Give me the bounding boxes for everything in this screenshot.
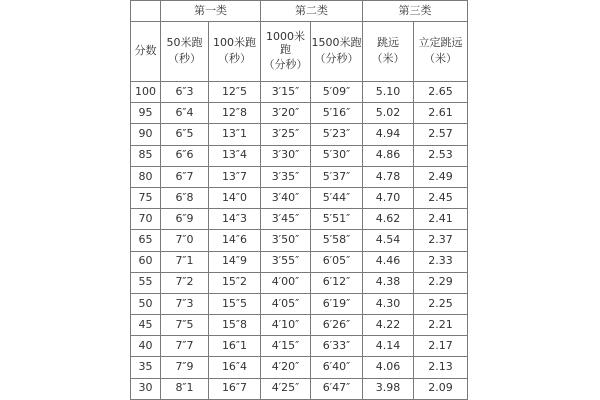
table-row (131, 82, 468, 103)
table-row (131, 357, 468, 378)
standing-jump-cell: 2.17 (414, 336, 468, 357)
standing-jump-cell: 2.25 (414, 293, 468, 314)
m1500-cell: 5′09″ (311, 82, 363, 103)
m100-cell: 13″4 (209, 145, 261, 166)
m100-cell: 13″1 (209, 124, 261, 145)
m100-cell: 15″8 (209, 315, 261, 336)
m100-cell: 14″6 (209, 230, 261, 251)
m50-cell: 8″1 (161, 378, 209, 399)
m50-cell: 7″1 (161, 251, 209, 272)
long-jump-cell: 4.62 (363, 209, 414, 230)
score-cell: 85 (131, 145, 161, 166)
column-header-50m (161, 22, 209, 82)
long-jump-cell: 4.78 (363, 166, 414, 187)
score-cell: 70 (131, 209, 161, 230)
long-jump-cell: 4.22 (363, 315, 414, 336)
m100-cell: 16″4 (209, 357, 261, 378)
m50-cell: 6″3 (161, 82, 209, 103)
m50-cell: 6″7 (161, 166, 209, 187)
long-jump-cell: 5.10 (363, 82, 414, 103)
column-header-unit: （秒） (168, 52, 201, 65)
standing-jump-cell: 2.45 (414, 187, 468, 208)
m50-cell: 6″4 (161, 103, 209, 124)
column-header-unit: （米） (371, 52, 405, 65)
standing-jump-cell: 2.41 (414, 209, 468, 230)
standing-jump-cell: 2.29 (414, 272, 468, 293)
m50-cell: 6″6 (161, 145, 209, 166)
long-jump-cell: 4.86 (363, 145, 414, 166)
score-cell: 45 (131, 315, 161, 336)
table-row (131, 251, 468, 272)
m50-cell: 6″9 (161, 209, 209, 230)
m1500-cell: 5′23″ (311, 124, 363, 145)
m1000-cell: 3′30″ (261, 145, 311, 166)
score-cell: 35 (131, 357, 161, 378)
score-cell: 95 (131, 103, 161, 124)
m1000-cell: 3′40″ (261, 187, 311, 208)
column-header-unit: （分秒） (263, 58, 308, 72)
long-jump-cell: 4.46 (363, 251, 414, 272)
m1000-cell: 4′05″ (261, 293, 311, 314)
long-jump-cell: 4.14 (363, 336, 414, 357)
m50-cell: 7″3 (161, 293, 209, 314)
standing-jump-cell: 2.49 (414, 166, 468, 187)
column-header-unit: （分秒） (314, 52, 359, 65)
long-jump-cell: 4.70 (363, 187, 414, 208)
standing-jump-cell: 2.61 (414, 103, 468, 124)
table-row (131, 315, 468, 336)
m1000-cell: 3′45″ (261, 209, 311, 230)
long-jump-cell: 4.54 (363, 230, 414, 251)
table-row (131, 230, 468, 251)
standing-jump-cell: 2.53 (414, 145, 468, 166)
m100-cell: 14″0 (209, 187, 261, 208)
score-cell: 80 (131, 166, 161, 187)
m1500-cell: 5′37″ (311, 166, 363, 187)
column-header-name: 100米跑 (213, 36, 256, 50)
table-row (131, 336, 468, 357)
m1500-cell: 5′16″ (311, 103, 363, 124)
group-header-3: 第三类 (363, 1, 468, 22)
long-jump-cell: 4.06 (363, 357, 414, 378)
score-cell: 75 (131, 187, 161, 208)
m1000-cell: 3′55″ (261, 251, 311, 272)
standing-jump-cell: 2.13 (414, 357, 468, 378)
m50-cell: 7″7 (161, 336, 209, 357)
column-header-name: 50米跑 (166, 36, 203, 50)
column-header-name: 1000米跑 (266, 30, 305, 56)
m100-cell: 12″8 (209, 103, 261, 124)
table-row (131, 293, 468, 314)
standing-jump-cell: 2.33 (414, 251, 468, 272)
group-header-row (131, 1, 468, 22)
m100-cell: 13″7 (209, 166, 261, 187)
m1000-cell: 4′20″ (261, 357, 311, 378)
score-column-header: 分数 (131, 22, 161, 82)
score-cell: 60 (131, 251, 161, 272)
standing-jump-cell: 2.09 (414, 378, 468, 399)
long-jump-cell: 4.38 (363, 272, 414, 293)
table-row (131, 145, 468, 166)
column-header-1500m (311, 22, 363, 82)
m1500-cell: 6′26″ (311, 315, 363, 336)
column-header-100m (209, 22, 261, 82)
m1000-cell: 4′25″ (261, 378, 311, 399)
group-header-2: 第二类 (261, 1, 363, 22)
m1500-cell: 5′51″ (311, 209, 363, 230)
column-header-name: 1500米跑 (311, 36, 362, 50)
m1500-cell: 6′05″ (311, 251, 363, 272)
m1000-cell: 4′10″ (261, 315, 311, 336)
column-header-row (131, 22, 468, 82)
m1000-cell: 3′50″ (261, 230, 311, 251)
m1000-cell: 4′00″ (261, 272, 311, 293)
column-header-long-jump (363, 22, 414, 82)
m1500-cell: 6′40″ (311, 357, 363, 378)
long-jump-cell: 5.02 (363, 103, 414, 124)
m1500-cell: 5′58″ (311, 230, 363, 251)
column-header-unit: （米） (424, 52, 457, 65)
m1000-cell: 4′15″ (261, 336, 311, 357)
table-row (131, 103, 468, 124)
m100-cell: 16″1 (209, 336, 261, 357)
m1500-cell: 6′12″ (311, 272, 363, 293)
long-jump-cell: 4.30 (363, 293, 414, 314)
column-header-1000m (261, 22, 311, 82)
table-row (131, 124, 468, 145)
score-cell: 90 (131, 124, 161, 145)
column-header-unit: （秒） (218, 52, 251, 65)
score-cell: 40 (131, 336, 161, 357)
m100-cell: 12″5 (209, 82, 261, 103)
score-header-blank (131, 1, 161, 22)
m100-cell: 16″7 (209, 378, 261, 399)
column-header-name: 跳远 (377, 36, 399, 50)
standing-jump-cell: 2.37 (414, 230, 468, 251)
table-row (131, 209, 468, 230)
m50-cell: 6″5 (161, 124, 209, 145)
m50-cell: 7″0 (161, 230, 209, 251)
long-jump-cell: 3.98 (363, 378, 414, 399)
group-header-1: 第一类 (161, 1, 261, 22)
standing-jump-cell: 2.21 (414, 315, 468, 336)
m100-cell: 14″9 (209, 251, 261, 272)
m1500-cell: 6′19″ (311, 293, 363, 314)
table-row (131, 187, 468, 208)
m100-cell: 14″3 (209, 209, 261, 230)
m100-cell: 15″5 (209, 293, 261, 314)
score-table-body (131, 82, 468, 400)
table-row (131, 272, 468, 293)
m50-cell: 7″5 (161, 315, 209, 336)
column-header-standing-jump (414, 22, 468, 82)
m1500-cell: 6′33″ (311, 336, 363, 357)
m50-cell: 7″2 (161, 272, 209, 293)
long-jump-cell: 4.94 (363, 124, 414, 145)
m1500-cell: 5′30″ (311, 145, 363, 166)
column-header-name: 立定跳远 (418, 36, 463, 50)
table-row (131, 378, 468, 399)
score-cell: 30 (131, 378, 161, 399)
m1000-cell: 3′25″ (261, 124, 311, 145)
score-cell: 55 (131, 272, 161, 293)
m50-cell: 7″9 (161, 357, 209, 378)
m1000-cell: 3′35″ (261, 166, 311, 187)
standing-jump-cell: 2.57 (414, 124, 468, 145)
standing-jump-cell: 2.65 (414, 82, 468, 103)
m1500-cell: 6′47″ (311, 378, 363, 399)
score-cell: 50 (131, 293, 161, 314)
score-cell: 65 (131, 230, 161, 251)
m100-cell: 15″2 (209, 272, 261, 293)
table-row (131, 166, 468, 187)
m1000-cell: 3′20″ (261, 103, 311, 124)
score-table (130, 0, 468, 400)
m50-cell: 6″8 (161, 187, 209, 208)
m1500-cell: 5′44″ (311, 187, 363, 208)
score-cell: 100 (131, 82, 161, 103)
m1000-cell: 3′15″ (261, 82, 311, 103)
